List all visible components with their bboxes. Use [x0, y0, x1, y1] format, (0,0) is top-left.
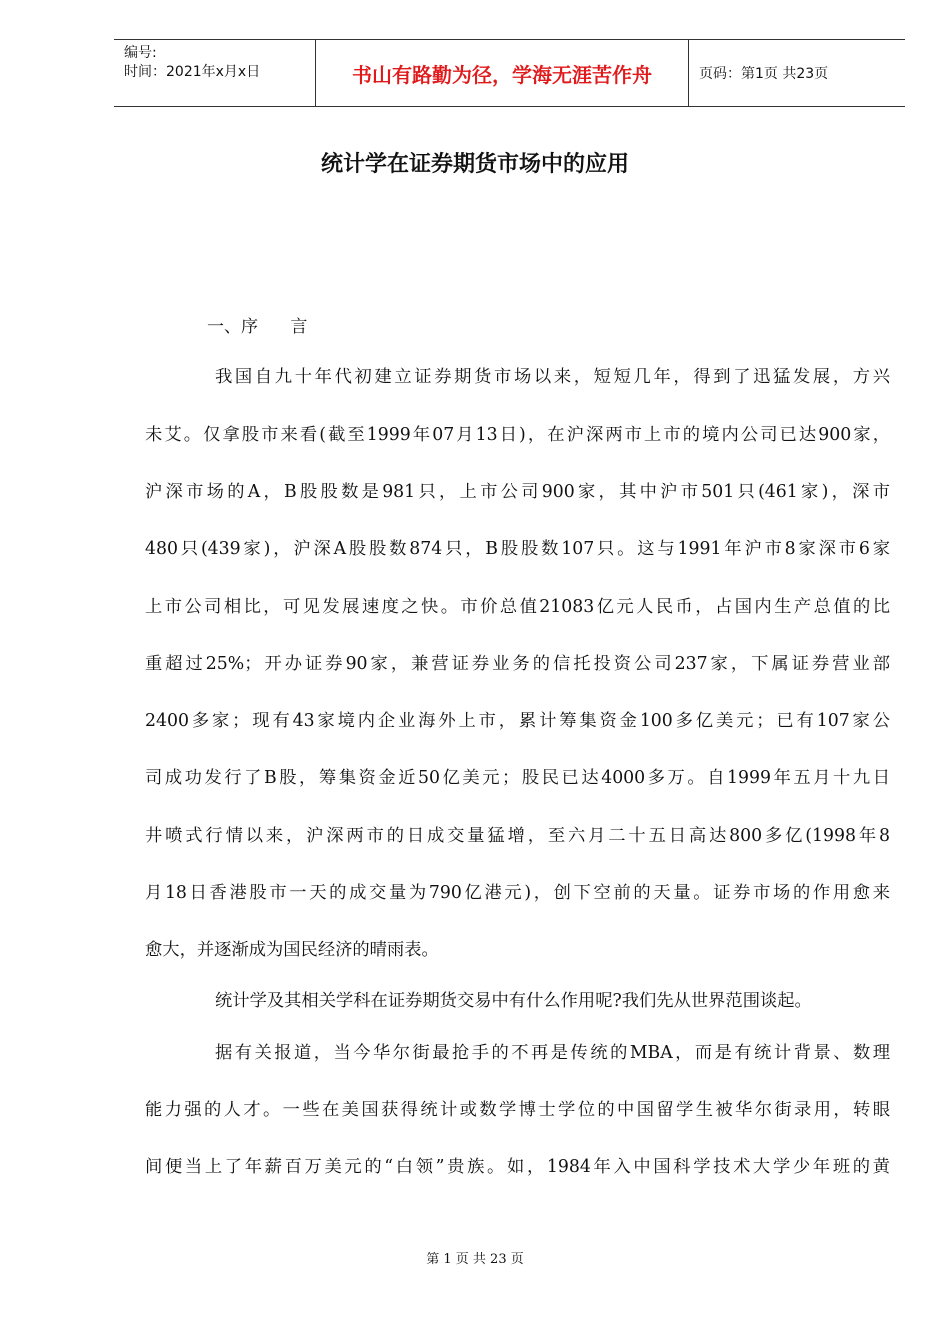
- page-footer: 第 1 页 共 23 页: [426, 1252, 524, 1267]
- paragraph-line: 上市公司相比，可见发展速度之快。市价总值21083亿元人民币，占国内生产总值的比: [145, 597, 890, 617]
- header-page-label: 页码：第1页 共23页: [699, 66, 829, 82]
- page-header: [114, 39, 905, 107]
- paragraph-line: 间便当上了年薪百万美元的“白领”贵族。如，1984年入中国科学技术大学少年班的黄: [145, 1157, 890, 1177]
- paragraph-line: 井喷式行情以来，沪深两市的日成交量猛增，至六月二十五日高达800多亿(1998年8: [145, 826, 890, 846]
- paragraph-line: 统计学及其相关学科在证券期货交易中有什么作用呢?我们先从世界范围谈起。: [215, 991, 812, 1011]
- paragraph-line: 据有关报道，当今华尔街最抢手的不再是传统的MBA，而是有统计背景、数理: [215, 1043, 890, 1063]
- paragraph-line: 司成功发行了B股，筹集资金近50亿美元；股民已达4000多万。自1999年五月十九日: [145, 768, 890, 788]
- paragraph-line: 我国自九十年代初建立证券期货市场以来，短短几年，得到了迅猛发展，方兴: [215, 367, 890, 387]
- number-label: 编号:: [124, 45, 157, 61]
- paragraph-line: 480只(439家)，沪深A股股数874只，B股股数107只。这与1991年沪市8家深市6家: [145, 539, 890, 559]
- paragraph-line: 愈大，并逐渐成为国民经济的晴雨表。: [145, 940, 439, 960]
- paragraph-line: 未艾。仅拿股市来看(截至1999年07月13日)，在沪深两市上市的境内公司已达900家，: [145, 425, 890, 445]
- paragraph-line: 月18日香港股市一天的成交量为790亿港元)，创下空前的天量。证券市场的作用愈来: [145, 883, 890, 903]
- paragraph-line: 重超过25%；开办证券90家，兼营证券业务的信托投资公司237家，下属证券营业部: [145, 654, 890, 674]
- paragraph-line: 沪深市场的A，B股股数是981只，上市公司900家，其中沪市501只(461家)，深市: [145, 482, 890, 502]
- header-meta: [114, 40, 316, 106]
- time-label: 时间：2021年x月x日: [124, 64, 261, 80]
- paragraph-line: 能力强的人才。一些在美国获得统计或数学博士学位的中国留学生被华尔街录用，转眼: [145, 1100, 890, 1120]
- section-heading: 一、序 言: [207, 317, 308, 337]
- document-title: 统计学在证券期货市场中的应用: [320, 152, 629, 177]
- paragraph-line: 2400多家；现有43家境内企业海外上市，累计筹集资金100多亿美元；已有107家公: [145, 711, 890, 731]
- header-motto: 书山有路勤为径，学海无涯苦作舟: [316, 40, 689, 106]
